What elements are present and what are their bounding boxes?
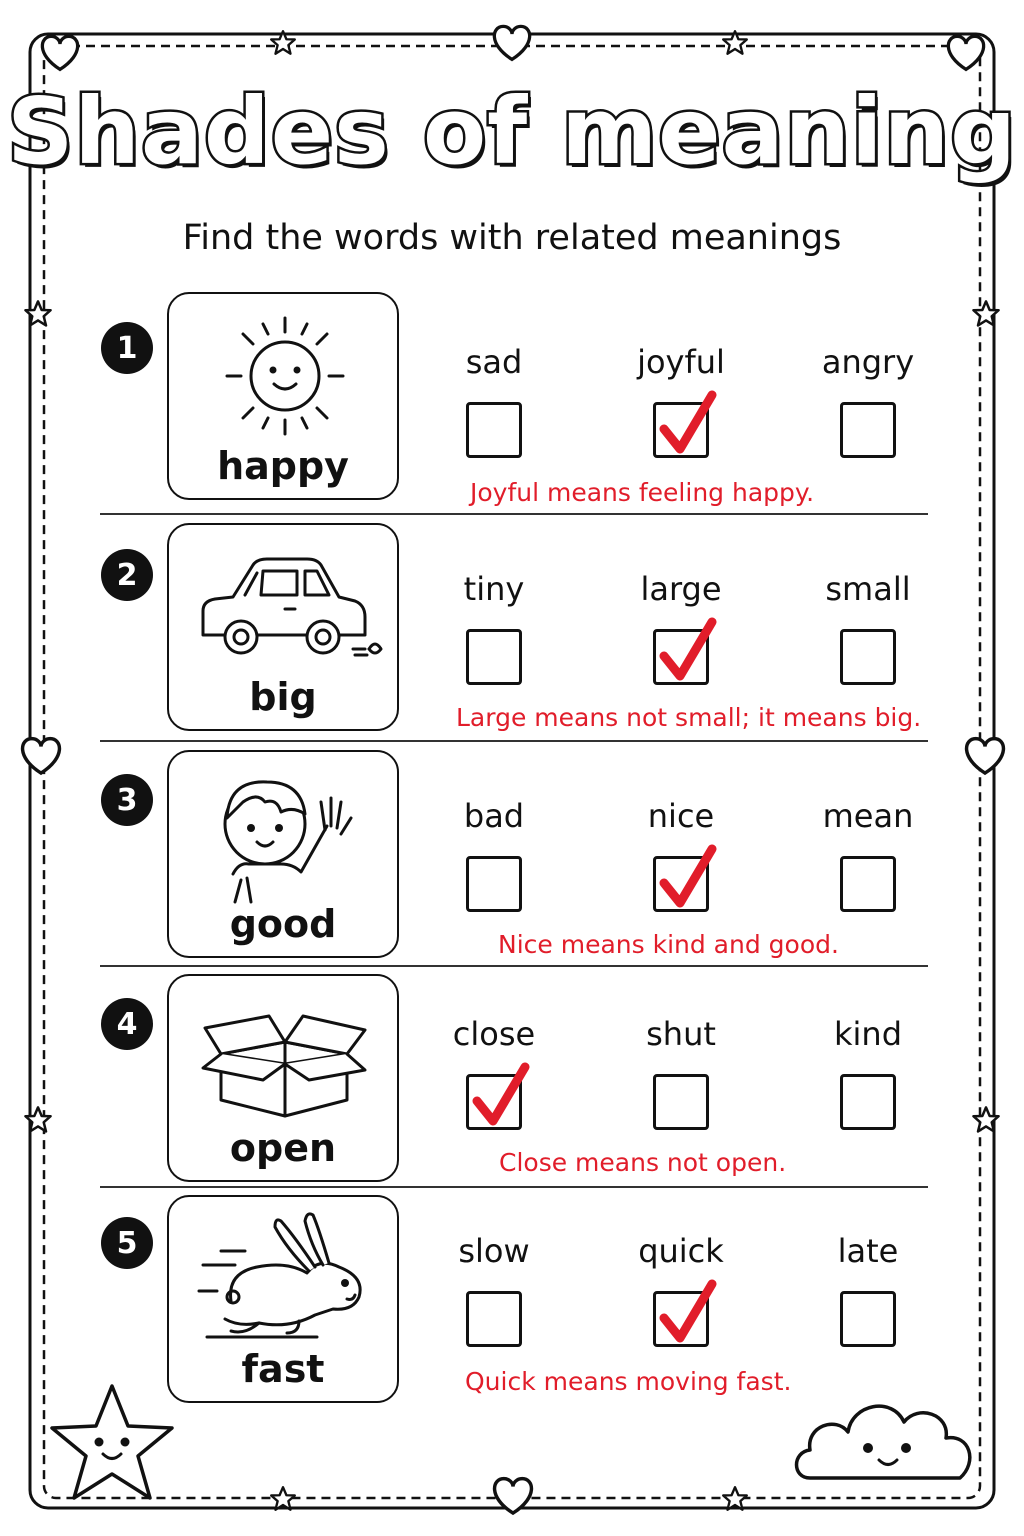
option-label: joyful [637,343,725,381]
option-label: sad [465,343,523,381]
star-icon [723,1487,747,1510]
checkbox[interactable] [653,856,709,912]
worksheet-title: Shades of meaning [7,78,1017,185]
question-number-badge: 2 [101,549,153,601]
option-close [424,1012,564,1130]
checkbox[interactable] [653,629,709,685]
word-card [167,292,399,500]
question-number-badge: 1 [101,322,153,374]
heart-icon [494,26,529,59]
option-quick [611,1229,751,1347]
checkbox[interactable] [653,1074,709,1130]
red-checkmark-icon [654,616,720,690]
row-divider [100,965,928,967]
star-icon [271,1487,295,1510]
target-word: happy [217,444,349,488]
option-tiny [424,567,564,685]
question-row-4 [0,974,1024,1200]
word-card [167,1195,399,1403]
checkbox[interactable] [466,1074,522,1130]
option-label: nice [647,797,715,835]
option-shut [611,1012,751,1130]
option-late [798,1229,938,1347]
word-card [167,974,399,1182]
target-word: open [229,1126,337,1170]
option-small [798,567,938,685]
question-row-2 [0,523,1024,749]
heart-icon [948,36,983,69]
red-checkmark-icon [654,1278,720,1352]
question-number-badge: 4 [101,998,153,1050]
row-divider [100,740,928,742]
option-label: close [452,1015,536,1053]
heart-icon [42,36,77,69]
option-label: kind [833,1015,902,1053]
checkbox[interactable] [840,1291,896,1347]
row-divider [100,513,928,515]
explanation-text: Close means not open. [499,1148,787,1177]
checkbox[interactable] [840,856,896,912]
red-checkmark-icon [654,389,720,463]
option-label: shut [646,1015,716,1053]
checkbox[interactable] [840,1074,896,1130]
option-bad [424,794,564,912]
option-nice [611,794,751,912]
question-number-badge: 5 [101,1217,153,1269]
question-row-5 [0,1195,1024,1421]
checkbox[interactable] [466,629,522,685]
option-joyful [611,340,751,458]
explanation-text: Quick means moving fast. [465,1367,792,1396]
option-label: quick [638,1232,724,1270]
checkbox[interactable] [840,402,896,458]
option-label: tiny [463,570,525,608]
red-checkmark-icon [654,843,720,917]
checkbox[interactable] [466,856,522,912]
explanation-text: Large means not small; it means big. [456,703,922,732]
option-label: large [640,570,722,608]
word-card [167,750,399,958]
target-word: fast [241,1347,325,1391]
checkbox[interactable] [840,629,896,685]
word-card [167,523,399,731]
option-label: small [825,570,911,608]
worksheet-subtitle: Find the words with related meanings [182,218,842,258]
option-label: bad [463,797,525,835]
red-checkmark-icon [467,1061,533,1135]
option-angry [798,340,938,458]
option-kind [798,1012,938,1130]
option-mean [798,794,938,912]
explanation-text: Nice means kind and good. [498,930,839,959]
option-label: mean [822,797,914,835]
question-row-3 [0,750,1024,976]
checkbox[interactable] [653,402,709,458]
option-slow [424,1229,564,1347]
option-large [611,567,751,685]
target-word: good [229,902,337,946]
checkbox[interactable] [466,1291,522,1347]
checkbox[interactable] [653,1291,709,1347]
question-number-badge: 3 [101,774,153,826]
row-divider [100,1186,928,1188]
option-label: late [837,1232,899,1270]
checkbox[interactable] [466,402,522,458]
option-label: angry [821,343,915,381]
option-label: slow [458,1232,530,1270]
explanation-text: Joyful means feeling happy. [470,478,815,507]
option-sad [424,340,564,458]
target-word: big [249,675,317,719]
question-row-1 [0,292,1024,518]
